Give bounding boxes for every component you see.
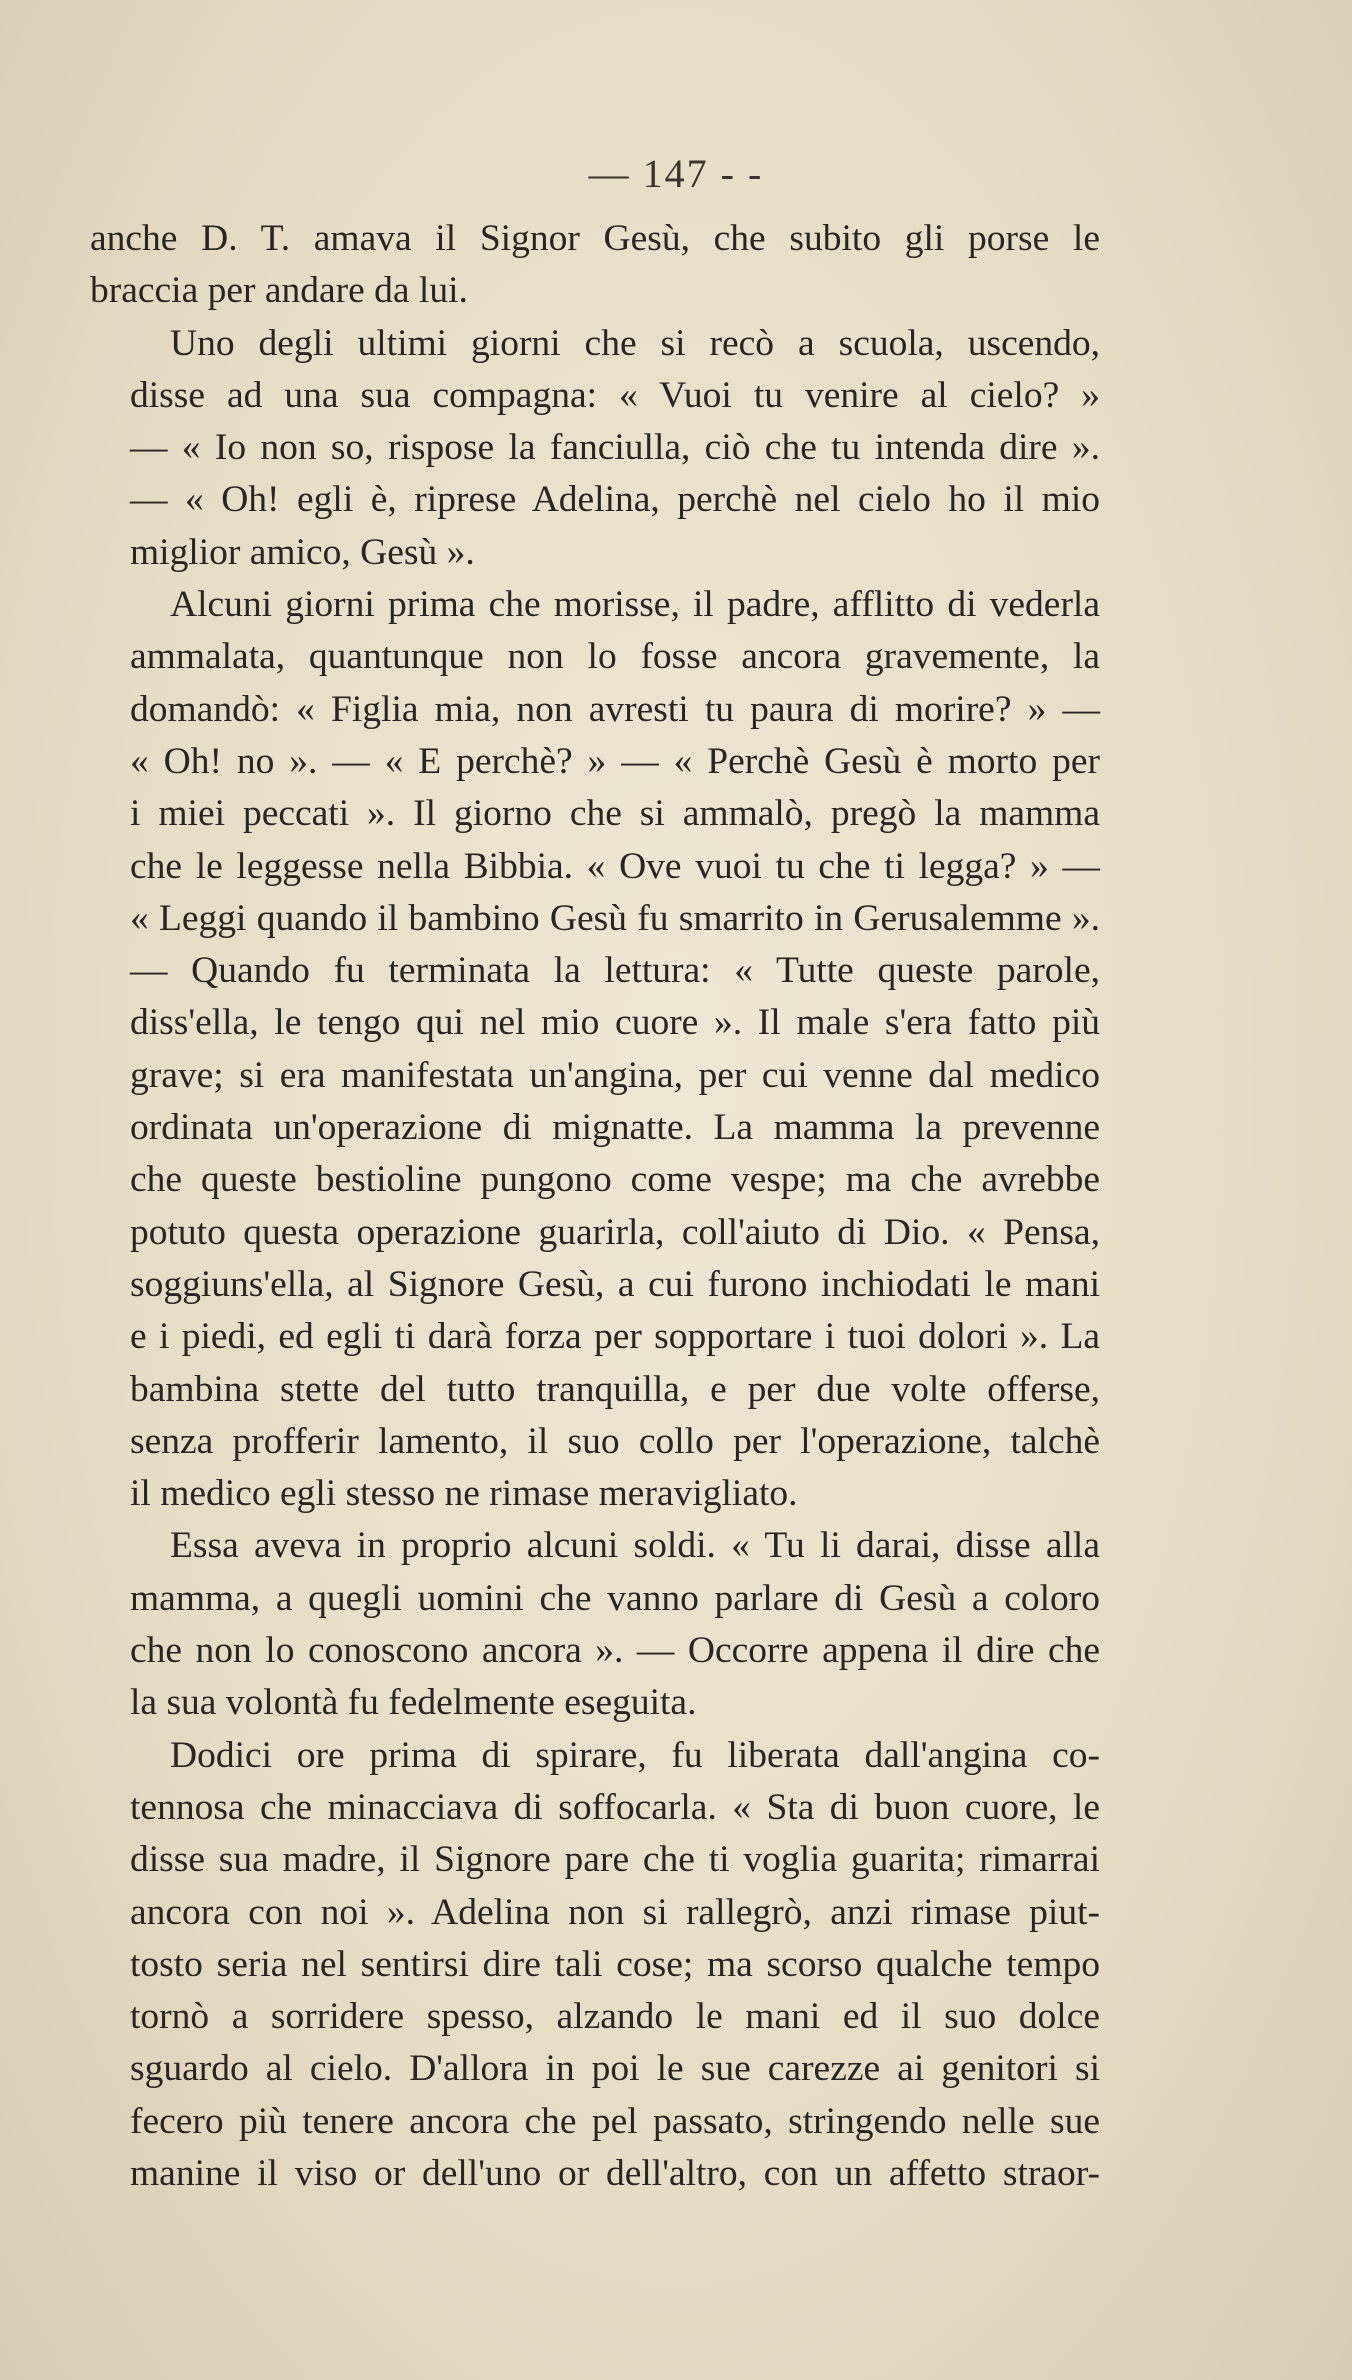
text-line: Uno degli ultimi giorni che si recò a scuola, uscendo, <box>170 322 1100 364</box>
text-line: tennosa che minacciava di soffocarla. « Sta di buon cuore, le <box>130 1786 1100 1828</box>
text-line: — « Io non so, rispose la fanciulla, ciò che tu intenda dire ». <box>130 427 1100 469</box>
text-line: ammalata, quantunque non lo fosse ancora gravemente, la <box>130 636 1100 678</box>
text-line: i miei peccati ». Il giorno che si ammalò, pregò la mamma <box>130 793 1100 835</box>
text-line: domandò: « Figlia mia, non avresti tu paura di morire? » — <box>130 688 1100 730</box>
text-line: sguardo al cielo. D'allora in poi le sue carezze ai genitori si <box>130 2048 1100 2090</box>
page-number: — 147 - - <box>588 151 764 196</box>
text-line: il medico egli stesso ne rimase meravigliato. <box>130 1473 798 1515</box>
text-line: che non lo conoscono ancora ». — Occorre appena il dire che <box>130 1630 1100 1672</box>
text-line: — « Oh! egli è, riprese Adelina, perchè nel cielo ho il mio <box>130 479 1100 521</box>
text-line: fecero più tenere ancora che pel passato, stringendo nelle sue <box>130 2100 1100 2142</box>
text-line: tosto seria nel sentirsi dire tali cose; ma scorso qualche tempo <box>130 1943 1100 1985</box>
text-line: potuto questa operazione guarirla, coll'aiuto di Dio. « Pensa, <box>130 1211 1100 1253</box>
text-line: Dodici ore prima di spirare, fu liberata dall'angina co- <box>170 1734 1100 1776</box>
paragraph <box>90 213 1100 318</box>
text-line: che queste bestioline pungono come vespe; ma che avrebbe <box>130 1159 1100 1201</box>
text-line: Alcuni giorni prima che morisse, il padre, afflitto di vederla <box>170 584 1100 626</box>
text-line: bambina stette del tutto tranquilla, e per due volte offerse, <box>130 1368 1100 1410</box>
text-line: « Oh! no ». — « E perchè? » — « Perchè Gesù è morto per <box>130 740 1100 782</box>
text-line: grave; si era manifestata un'angina, per cui venne dal medico <box>130 1054 1100 1096</box>
text-line: ordinata un'operazione di mignatte. La mamma la prevenne <box>130 1107 1100 1149</box>
body-text <box>90 213 1100 2200</box>
text-line: Essa aveva in proprio alcuni soldi. « Tu li darai, disse alla <box>170 1525 1100 1567</box>
paragraph <box>90 1730 1100 2201</box>
text-line: tornò a sorridere spesso, alzando le mani ed il suo dolce <box>130 1996 1100 2038</box>
text-line: mamma, a quegli uomini che vanno parlare di Gesù a coloro <box>130 1577 1100 1619</box>
text-line: soggiuns'ella, al Signore Gesù, a cui furono inchiodati le mani <box>130 1263 1100 1305</box>
text-line: la sua volontà fu fedelmente eseguita. <box>130 1682 697 1724</box>
text-line: manine il viso or dell'uno or dell'altro, con un affetto straor- <box>130 2152 1100 2194</box>
paragraph <box>90 1520 1100 1729</box>
text-line: « Leggi quando il bambino Gesù fu smarrito in Gerusalemme ». <box>130 897 1100 939</box>
text-line: senza profferir lamento, il suo collo per l'operazione, talchè <box>130 1420 1100 1462</box>
text-line: anche D. T. amava il Signor Gesù, che subito gli porse le <box>90 218 1100 259</box>
paragraph <box>90 318 1100 579</box>
text-line: ancora con noi ». Adelina non si rallegrò, anzi rimase piut- <box>130 1891 1100 1933</box>
text-line: disse ad una sua compagna: « Vuoi tu venire al cielo? » <box>130 374 1100 416</box>
text-line: diss'ella, le tengo qui nel mio cuore ». Il male s'era fatto più <box>130 1002 1100 1044</box>
text-line: — Quando fu terminata la lettura: « Tutte queste parole, <box>130 950 1100 992</box>
text-line: miglior amico, Gesù ». <box>130 531 475 573</box>
text-line: disse sua madre, il Signore pare che ti voglia guarita; rimarrai <box>130 1839 1100 1881</box>
text-line: che le leggesse nella Bibbia. « Ove vuoi tu che ti legga? » — <box>130 845 1100 887</box>
paragraph <box>90 579 1100 1520</box>
text-line: e i piedi, ed egli ti darà forza per sopportare i tuoi dolori ». La <box>130 1316 1100 1358</box>
text-line: braccia per andare da lui. <box>90 270 468 312</box>
